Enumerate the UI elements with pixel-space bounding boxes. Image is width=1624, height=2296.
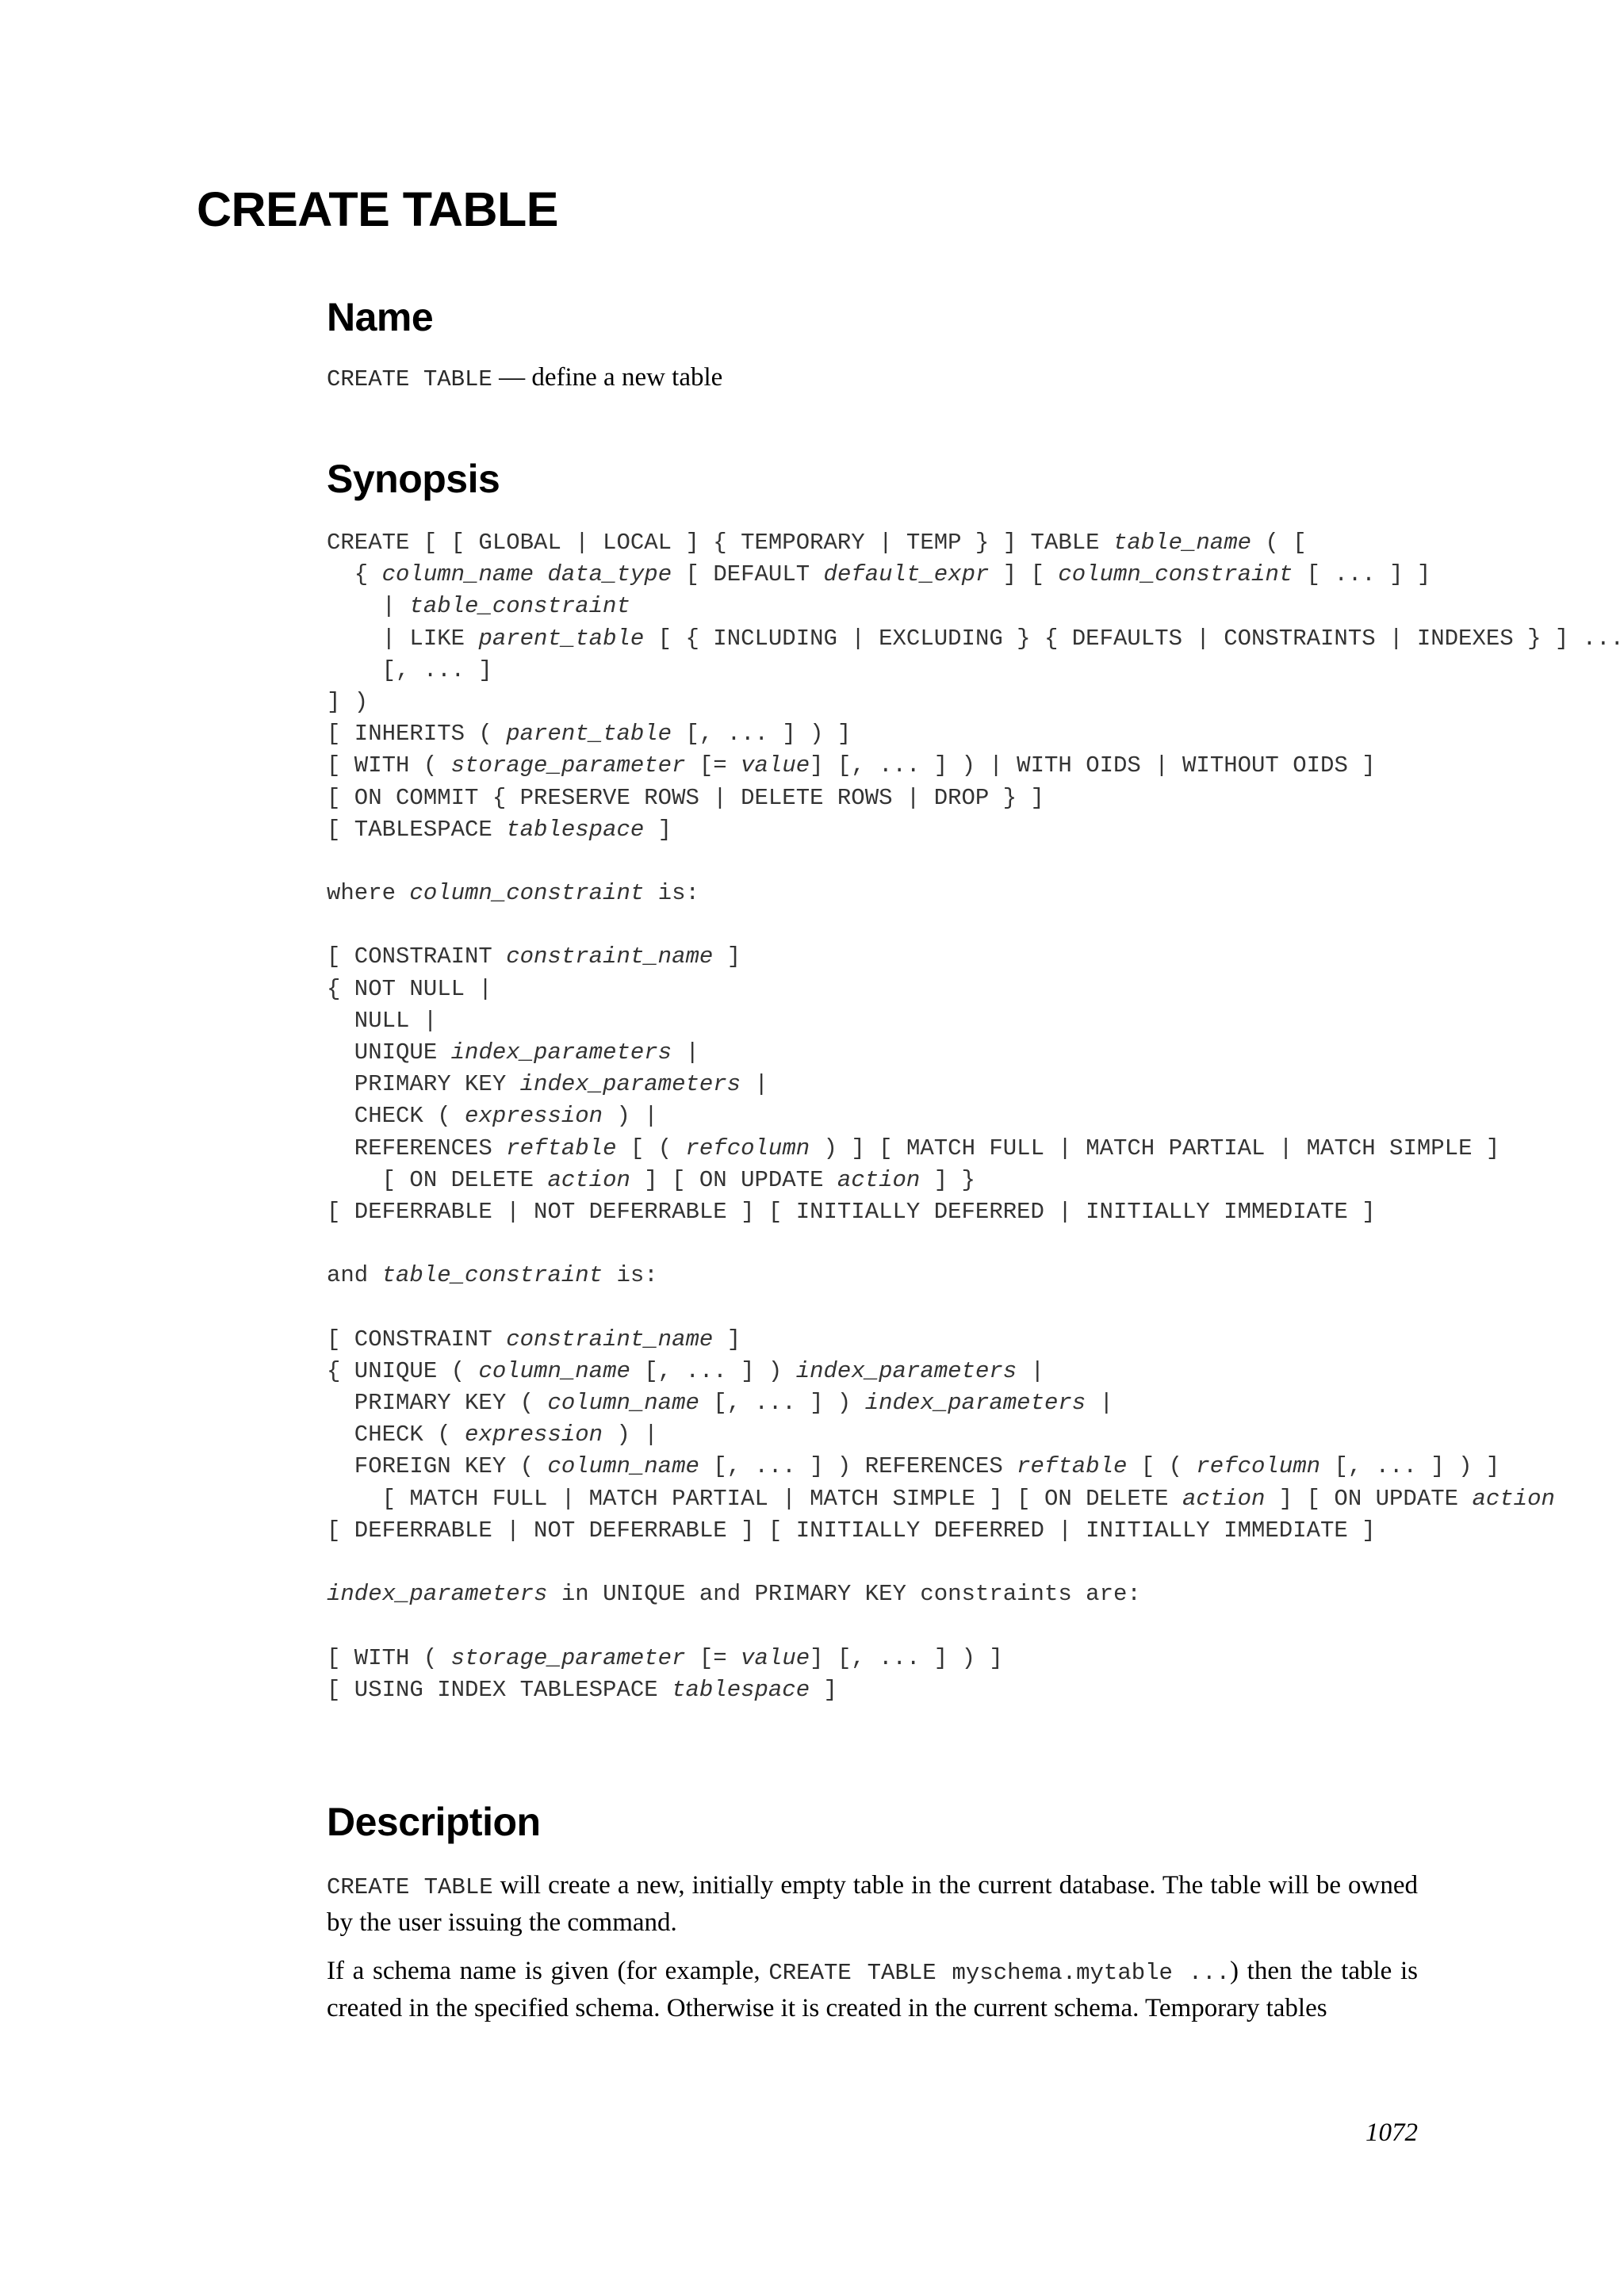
description-paragraph-1	[327, 1868, 1418, 1940]
synopsis-text: CHECK (	[327, 1422, 465, 1448]
synopsis-text: UNIQUE	[327, 1039, 451, 1066]
synopsis-line	[327, 1292, 1624, 1324]
synopsis-line	[327, 1643, 1624, 1674]
synopsis-text: [ TABLESPACE	[327, 816, 507, 843]
description-heading: Description	[327, 1800, 541, 1844]
page-number: 1072	[1365, 2118, 1418, 2147]
synopsis-text: ] [ ON UPDATE	[630, 1166, 837, 1193]
synopsis-line	[327, 974, 1624, 1005]
synopsis-line	[327, 846, 1624, 878]
synopsis-placeholder: column_constraint	[1058, 561, 1293, 588]
synopsis-placeholder: column_name	[478, 1357, 630, 1384]
synopsis-text: [=	[685, 752, 741, 779]
synopsis-text	[534, 561, 547, 587]
synopsis-line	[327, 1451, 1624, 1483]
synopsis-line	[327, 1483, 1624, 1515]
synopsis-text: [, ... ] )	[699, 1390, 865, 1417]
synopsis-text: { UNIQUE (	[327, 1357, 479, 1384]
synopsis-text: [ INHERITS (	[327, 721, 507, 748]
synopsis-line	[327, 1419, 1624, 1451]
synopsis-text: NULL |	[327, 1007, 438, 1034]
description-p2-code: CREATE TABLE myschema.mytable ...	[768, 1960, 1230, 1986]
synopsis-text: ] [, ... ] ) ]	[810, 1644, 1003, 1671]
synopsis-text: [, ... ]	[327, 656, 492, 683]
synopsis-text: ) |	[603, 1422, 658, 1448]
synopsis-text: ] )	[327, 688, 369, 715]
synopsis-line	[327, 1610, 1624, 1642]
synopsis-text: [ WITH (	[327, 1644, 451, 1671]
synopsis-text: [ ON DELETE	[327, 1166, 548, 1193]
synopsis-text: CREATE [ [ GLOBAL | LOCAL ] { TEMPORARY | TEMP } ] TABLE	[327, 530, 1113, 556]
synopsis-placeholder: column_name	[547, 1390, 699, 1417]
synopsis-line	[327, 814, 1624, 846]
synopsis-text: ] [, ... ] ) | WITH OIDS | WITHOUT OIDS ]	[810, 752, 1376, 779]
synopsis-text: |	[741, 1071, 768, 1098]
synopsis-text: | LIKE	[327, 625, 479, 652]
description-p1-text: will create a new, initially empty table in the current database. The table will be owned by the user issuing the command.	[327, 1871, 1418, 1937]
synopsis-code-block	[327, 527, 1624, 1706]
synopsis-text: {	[327, 561, 382, 588]
synopsis-placeholder: constraint_name	[506, 943, 714, 970]
synopsis-placeholder: index_parameters	[450, 1039, 672, 1066]
synopsis-placeholder: expression	[465, 1103, 603, 1130]
synopsis-line	[327, 750, 1624, 782]
synopsis-placeholder: tablespace	[672, 1676, 810, 1703]
synopsis-text: [ DEFAULT	[672, 561, 824, 588]
synopsis-text: |	[1086, 1390, 1113, 1417]
synopsis-placeholder: tablespace	[506, 816, 645, 843]
synopsis-text: [ (	[1127, 1453, 1197, 1480]
synopsis-line	[327, 878, 1624, 909]
synopsis-line	[327, 941, 1624, 973]
synopsis-placeholder: refcolumn	[685, 1135, 810, 1161]
synopsis-text: { NOT NULL |	[327, 975, 492, 1002]
synopsis-placeholder: index_parameters	[795, 1357, 1017, 1384]
synopsis-text: in UNIQUE and PRIMARY KEY constraints are:	[547, 1581, 1141, 1608]
synopsis-line	[327, 1324, 1624, 1356]
synopsis-line	[327, 1005, 1624, 1037]
synopsis-text: [, ... ] )	[630, 1357, 796, 1384]
synopsis-text: [ MATCH FULL | MATCH PARTIAL | MATCH SIMPLE ] [ ON DELETE	[327, 1485, 1182, 1512]
synopsis-line	[327, 1037, 1624, 1069]
name-command: CREATE TABLE	[327, 366, 492, 392]
synopsis-line	[327, 1100, 1624, 1132]
synopsis-text: FOREIGN KEY (	[327, 1453, 548, 1480]
synopsis-placeholder: action	[1472, 1485, 1555, 1512]
synopsis-line	[327, 1196, 1624, 1228]
synopsis-placeholder: index_parameters	[519, 1071, 741, 1098]
synopsis-text: |	[672, 1039, 699, 1066]
synopsis-placeholder: index_parameters	[327, 1581, 548, 1608]
synopsis-line	[327, 1260, 1624, 1292]
synopsis-text: [=	[685, 1644, 741, 1671]
synopsis-text: |	[327, 593, 410, 620]
synopsis-line	[327, 1133, 1624, 1165]
description-p2-text-after: ) then the table is created in the specified schema. Otherwise it is created in the current schema. Temporary tables	[327, 1957, 1418, 2022]
synopsis-line	[327, 1228, 1624, 1260]
synopsis-line	[327, 655, 1624, 687]
synopsis-line	[327, 1578, 1624, 1610]
synopsis-line	[327, 1356, 1624, 1387]
synopsis-text: [ CONSTRAINT	[327, 943, 507, 970]
synopsis-placeholder: storage_parameter	[450, 1644, 686, 1671]
synopsis-text: ]	[644, 816, 672, 843]
description-p1-code: CREATE TABLE	[327, 1874, 493, 1900]
synopsis-line	[327, 687, 1624, 718]
synopsis-text: [, ... ] ) ]	[1320, 1453, 1500, 1480]
synopsis-line	[327, 909, 1624, 941]
synopsis-text: [ ... ] ]	[1293, 561, 1431, 588]
synopsis-text: ) ] [ MATCH FULL | MATCH PARTIAL | MATCH SIMPLE ]	[810, 1135, 1500, 1161]
synopsis-text: [, ... ] ) ]	[672, 721, 852, 748]
synopsis-placeholder: reftable	[506, 1135, 617, 1161]
synopsis-placeholder: column_constraint	[409, 880, 645, 907]
name-summary	[327, 362, 722, 396]
synopsis-placeholder: parent_table	[506, 721, 672, 748]
synopsis-text: ] [ ON UPDATE	[1265, 1485, 1473, 1512]
synopsis-text: [ ON COMMIT { PRESERVE ROWS | DELETE ROWS | DROP } ]	[327, 784, 1044, 811]
synopsis-text: REFERENCES	[327, 1135, 507, 1161]
synopsis-text: [ DEFERRABLE | NOT DEFERRABLE ] [ INITIALLY DEFERRED | INITIALLY IMMEDIATE ]	[327, 1198, 1376, 1225]
synopsis-text: is:	[644, 880, 699, 907]
synopsis-line	[327, 1547, 1624, 1578]
synopsis-text: ) |	[603, 1103, 658, 1130]
synopsis-text: |	[1017, 1357, 1044, 1384]
synopsis-placeholder: table_name	[1113, 530, 1251, 556]
synopsis-line	[327, 527, 1624, 559]
synopsis-placeholder: refcolumn	[1196, 1453, 1321, 1480]
synopsis-text: [ CONSTRAINT	[327, 1326, 507, 1353]
synopsis-line	[327, 1165, 1624, 1196]
synopsis-line	[327, 718, 1624, 750]
synopsis-placeholder: parent_table	[478, 625, 645, 652]
synopsis-text: [ DEFERRABLE | NOT DEFERRABLE ] [ INITIALLY DEFERRED | INITIALLY IMMEDIATE ]	[327, 1517, 1376, 1544]
synopsis-text: and	[327, 1262, 382, 1289]
synopsis-text: ]	[713, 943, 741, 970]
synopsis-placeholder: table_constraint	[409, 593, 630, 620]
synopsis-placeholder: action	[837, 1166, 921, 1193]
synopsis-placeholder: index_parameters	[864, 1390, 1086, 1417]
name-heading: Name	[327, 295, 434, 339]
synopsis-text: [ (	[616, 1135, 686, 1161]
synopsis-text: ]	[713, 1326, 741, 1353]
synopsis-placeholder: action	[1182, 1485, 1266, 1512]
synopsis-line	[327, 783, 1624, 814]
synopsis-placeholder: action	[547, 1166, 630, 1193]
synopsis-text: ( [	[1251, 530, 1307, 556]
synopsis-text: ]	[810, 1676, 837, 1703]
synopsis-placeholder: table_constraint	[381, 1262, 603, 1289]
synopsis-text: [ { INCLUDING | EXCLUDING } { DEFAULTS | CONSTRAINTS | INDEXES } ] ...	[644, 625, 1624, 652]
synopsis-text: [ USING INDEX TABLESPACE	[327, 1676, 672, 1703]
synopsis-placeholder: value	[741, 752, 810, 779]
synopsis-text: [ WITH (	[327, 752, 451, 779]
synopsis-text: where	[327, 880, 410, 907]
synopsis-placeholder: column_name	[547, 1453, 699, 1480]
synopsis-placeholder: default_expr	[823, 561, 990, 588]
synopsis-placeholder: data_type	[547, 561, 672, 588]
synopsis-text: PRIMARY KEY	[327, 1071, 520, 1098]
synopsis-placeholder: constraint_name	[506, 1326, 714, 1353]
synopsis-line	[327, 591, 1624, 622]
synopsis-text: is:	[603, 1262, 658, 1289]
synopsis-text: [, ... ] ) REFERENCES	[699, 1453, 1017, 1480]
synopsis-placeholder: reftable	[1017, 1453, 1128, 1480]
synopsis-text: CHECK (	[327, 1103, 465, 1130]
synopsis-placeholder: storage_parameter	[450, 752, 686, 779]
synopsis-line	[327, 1387, 1624, 1419]
description-paragraph-2	[327, 1954, 1418, 2026]
synopsis-placeholder: column_name	[381, 561, 534, 588]
page-title: CREATE TABLE	[197, 182, 558, 236]
description-p2-text-before: If a schema name is given (for example,	[327, 1957, 769, 1985]
synopsis-placeholder: value	[741, 1644, 810, 1671]
name-description: — define a new table	[492, 363, 723, 392]
synopsis-heading: Synopsis	[327, 457, 500, 501]
synopsis-line	[327, 1674, 1624, 1706]
synopsis-text: ] [	[989, 561, 1059, 588]
synopsis-text: ] }	[920, 1166, 975, 1193]
synopsis-line	[327, 1069, 1624, 1100]
synopsis-line	[327, 623, 1624, 655]
synopsis-line	[327, 559, 1624, 591]
synopsis-placeholder: expression	[465, 1422, 603, 1448]
synopsis-line	[327, 1515, 1624, 1547]
synopsis-text: PRIMARY KEY (	[327, 1390, 548, 1417]
